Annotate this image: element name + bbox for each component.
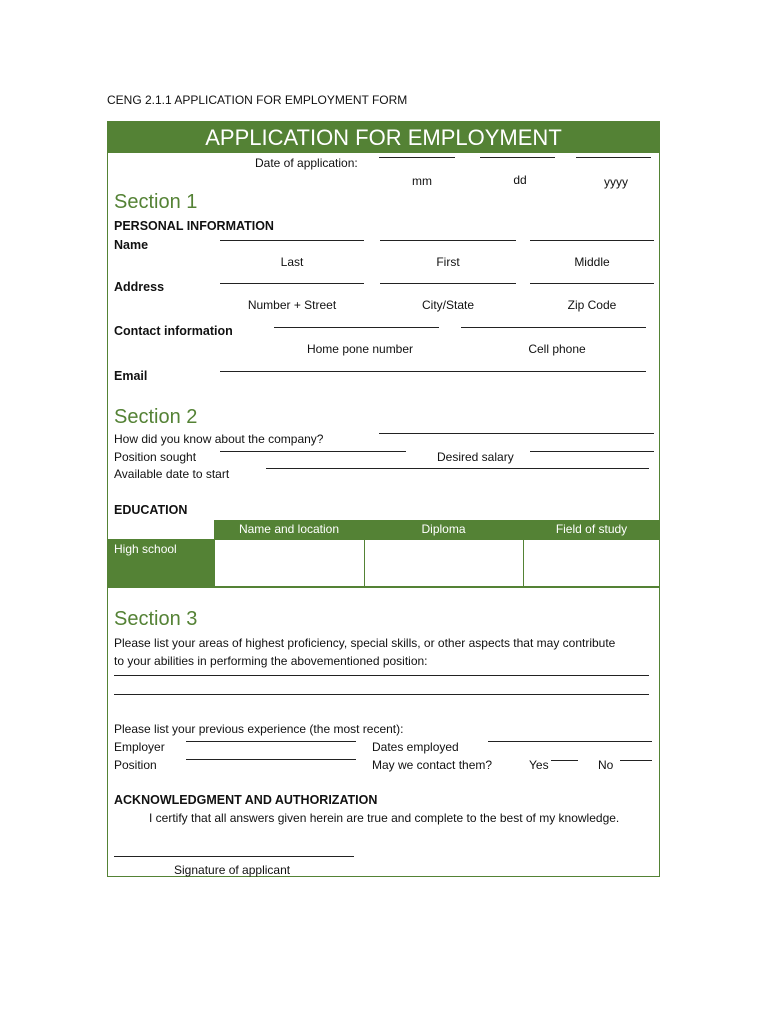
position-field[interactable] <box>186 759 356 760</box>
hs-field-of-study-cell[interactable] <box>523 539 660 587</box>
available-date-label: Available date to start <box>114 467 230 481</box>
city-state-label: City/State <box>421 298 475 312</box>
desired-salary-label: Desired salary <box>437 450 514 464</box>
skills-line-2[interactable] <box>114 694 649 695</box>
high-school-label: High school <box>114 542 177 556</box>
skills-prompt-1: Please list your areas of highest proficiency, special skills, or other aspects that may contribute <box>114 636 616 650</box>
hs-name-location-cell[interactable] <box>214 539 365 587</box>
no-field[interactable] <box>620 760 652 761</box>
form-banner: APPLICATION FOR EMPLOYMENT <box>108 122 659 153</box>
contact-question-label: May we contact them? <box>372 758 493 772</box>
address-label: Address <box>114 280 165 294</box>
last-name-field[interactable] <box>220 240 364 241</box>
date-mm-label: mm <box>412 174 432 188</box>
hs-diploma-cell[interactable] <box>364 539 524 587</box>
skills-line-1[interactable] <box>114 675 649 676</box>
email-field[interactable] <box>220 371 646 372</box>
cell-phone-field[interactable] <box>461 327 646 328</box>
position-sought-label: Position sought <box>114 450 197 464</box>
section-2-title: Section 2 <box>114 406 198 428</box>
date-label: Date of application: <box>255 156 358 170</box>
zip-code-label: Zip Code <box>567 298 617 312</box>
middle-name-field[interactable] <box>530 240 654 241</box>
acknowledgment-heading: ACKNOWLEDGMENT AND AUTHORIZATION <box>114 793 378 807</box>
street-label: Number + Street <box>247 298 337 312</box>
middle-label: Middle <box>574 255 610 269</box>
first-label: First <box>436 255 460 269</box>
date-dd-field[interactable] <box>480 157 555 158</box>
experience-prompt: Please list your previous experience (the most recent): <box>114 722 404 736</box>
contact-label: Contact information <box>114 324 233 338</box>
position-sought-field[interactable] <box>220 451 406 452</box>
employer-field[interactable] <box>186 741 356 742</box>
know-company-label: How did you know about the company? <box>114 432 324 446</box>
date-mm-field[interactable] <box>379 157 455 158</box>
no-label: No <box>598 758 614 772</box>
dates-employed-field[interactable] <box>488 741 652 742</box>
desired-salary-field[interactable] <box>530 451 654 452</box>
home-phone-field[interactable] <box>274 327 439 328</box>
know-company-field[interactable] <box>379 433 654 434</box>
home-phone-label: Home pone number <box>306 342 414 356</box>
section-1-title: Section 1 <box>114 191 198 213</box>
yes-label: Yes <box>529 758 549 772</box>
personal-info-heading: PERSONAL INFORMATION <box>114 219 274 233</box>
col-field-of-study: Field of study <box>555 522 628 536</box>
date-yyyy-field[interactable] <box>576 157 651 158</box>
document-title: CENG 2.1.1 APPLICATION FOR EMPLOYMENT FORM <box>107 93 408 107</box>
email-label: Email <box>114 369 148 383</box>
available-date-field[interactable] <box>266 468 649 469</box>
education-heading: EDUCATION <box>114 503 188 517</box>
date-dd-label: dd <box>513 173 527 187</box>
education-table-header <box>214 520 660 539</box>
position-label: Position <box>114 758 157 772</box>
zip-code-field[interactable] <box>530 283 654 284</box>
employment-form <box>107 121 660 877</box>
signature-field[interactable] <box>114 856 354 857</box>
last-label: Last <box>280 255 304 269</box>
cell-phone-label: Cell phone <box>528 342 586 356</box>
name-label: Name <box>114 238 149 252</box>
col-name-location: Name and location <box>238 522 340 536</box>
employer-label: Employer <box>114 740 165 754</box>
section-divider <box>108 587 659 588</box>
education-row-label <box>108 539 214 587</box>
col-diploma: Diploma <box>421 522 466 536</box>
date-yyyy-label: yyyy <box>604 175 628 189</box>
yes-field[interactable] <box>551 760 578 761</box>
signature-label: Signature of applicant <box>174 863 291 877</box>
dates-employed-label: Dates employed <box>372 740 459 754</box>
acknowledgment-text: I certify that all answers given herein are true and complete to the best of my knowledge. <box>149 811 620 825</box>
city-state-field[interactable] <box>380 283 516 284</box>
first-name-field[interactable] <box>380 240 516 241</box>
street-field[interactable] <box>220 283 364 284</box>
skills-prompt-2: to your abilities in performing the abovementioned position: <box>114 654 428 668</box>
section-3-title: Section 3 <box>114 608 198 630</box>
